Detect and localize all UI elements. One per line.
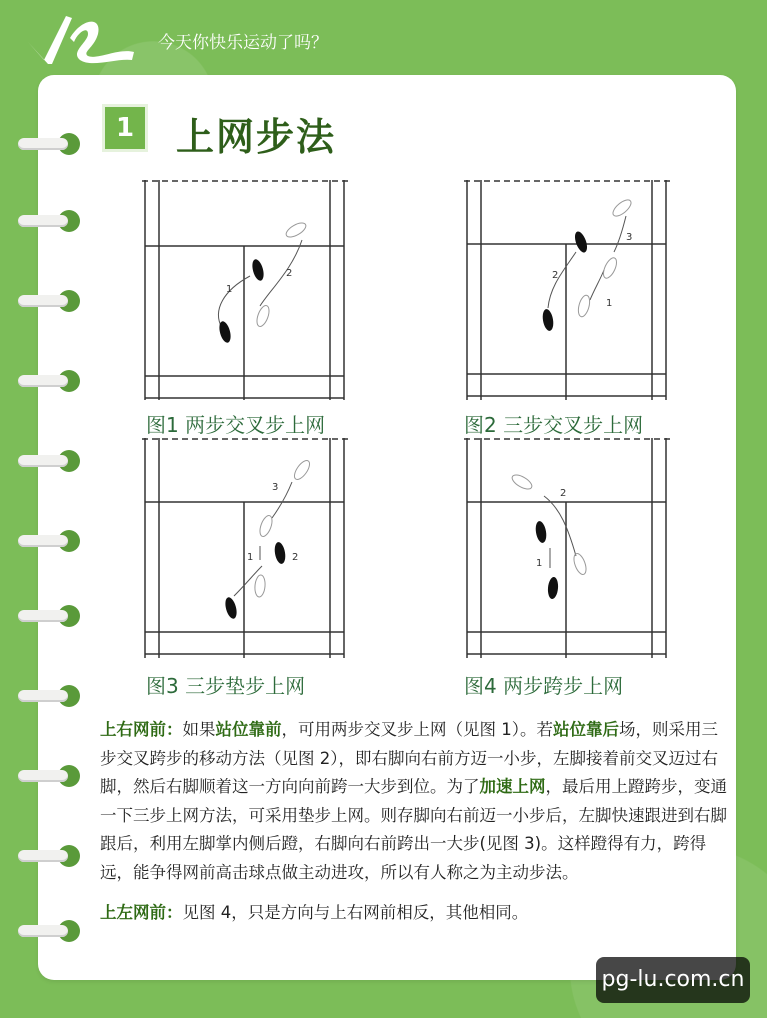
text-run: 加速上网 [479,777,546,796]
binder-ring [18,605,80,627]
binder-ring [18,450,80,472]
figure-1-court-diagram [142,180,348,402]
step-label: 1 [606,298,613,309]
figure-4-caption: 图4 两步跨步上网 [464,674,624,698]
figure-3-court-diagram [142,438,348,660]
binder-ring [18,845,80,867]
binder-ring [18,530,80,552]
step-label: 2 [552,270,559,281]
step-label: 2 [286,268,293,279]
text-run: 站位靠后 [553,720,619,739]
figure-3-caption: 图3 三步垫步上网 [146,674,306,698]
step-label: 1 [226,284,233,295]
figure-2-court-diagram [464,180,670,402]
step-label: 1 [536,558,543,569]
paragraph-right-front [100,716,730,887]
tagline: 今天你快乐运动了吗？ [158,33,328,53]
figure-1-caption: 图1 两步交叉步上网 [146,413,326,437]
binder-ring [18,290,80,312]
paragraph-left-front [100,899,730,928]
binder-ring [18,765,80,787]
text-run: 上右网前： [100,720,183,739]
text-run: ，可用两步交叉步上网（见图 1）。若 [281,720,553,739]
body-text [100,716,730,928]
text-run: 见图 4，只是方向与上右网前相反，其他相同。 [182,903,529,922]
watermark: pg-lu.com.cn [596,957,750,1003]
text-run: 站位靠前 [215,720,282,739]
text-run: 如果 [182,720,216,739]
figure-4-court-diagram [464,438,670,660]
step-label: 3 [272,482,279,493]
step-label: 1 [247,552,254,563]
step-label: 3 [626,232,633,243]
text-run: ，最后用上蹬跨步，变通一下三步上网方法，可采用垫步上网。则存脚向右前迈一小步后，左脚快速跟进到右脚跟后，利用左脚掌内侧后蹬，右脚向右前跨出一大步(见图 3)。这样蹬得有力，跨得远，能争得网前高击球点做主动进攻，所以有人称之为主动步法。 [100,777,727,882]
text-run: 场，则采用三步交叉跨步的移动方法（见图 2），即右脚向右前方迈一小步，左脚接着前交叉迈过右脚，然后右脚顺着这一方向向前跨一大步到位。为了 [100,720,718,796]
section-number-badge: 1 [102,104,148,152]
header [0,0,767,80]
binder-ring [18,210,80,232]
step-label: 2 [560,488,567,499]
text-run: 上左网前： [100,903,183,922]
binder-ring [18,370,80,392]
binder-ring [18,133,80,155]
binder-ring [18,920,80,942]
figure-2-caption: 图2 三步交叉步上网 [464,413,644,437]
step-label: 2 [292,552,299,563]
binder-ring [18,685,80,707]
check-scribble-logo [22,8,140,66]
section-title: 上网步法 [176,115,337,159]
